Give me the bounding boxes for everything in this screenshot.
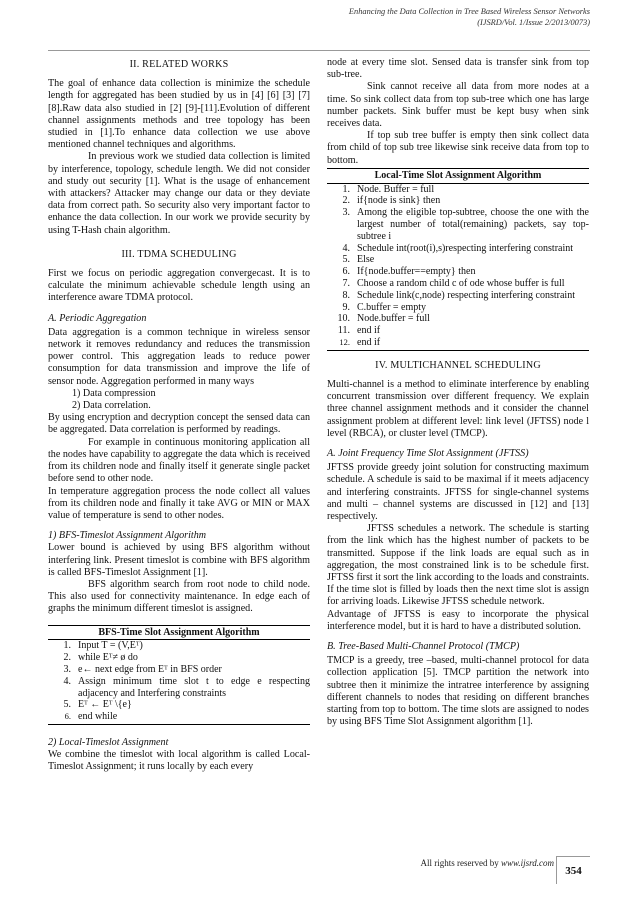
local-algorithm-table [327,168,589,351]
step-text: Node.buffer = full [357,313,430,325]
table-row [327,302,589,314]
jftss-para-1: JFTSS provide greedy joint solution for constructing maximum schedule. A schedule is said to be maximal if it meets adjacency and interfering constraints. JFTSS for single-channel systems and multi – channel systems are discussed in [12] and [13] respectively. [327,462,589,523]
related-works-para-2: In previous work we studied data collection is limited by interference, topology, schedule length. We did not consider and study out security [1]. What is the usage of enhancement with attackers? Attacker may change our data or they deviate data from correct path. So security also very important factor to enhance the data collection. In our work we provide security by using T-Hash chain algorithm. [48,151,310,236]
step-text: Schedule link(c,node) respecting interfering constraint [357,289,575,301]
aggregation-list [48,388,310,412]
step-text: if{node is sink} then [357,195,441,207]
aggregation-para-1: Data aggregation is a common technique in wireless sensor network it removes redundancy and reduces the transmission power control. This aggregation leads to reduce power consumption for data transmission and improve the life of sensor node. Aggregation performed in many ways [48,326,310,387]
table-row [48,676,310,700]
local-timeslot-heading: 2) Local-Timeslot Assignment [48,736,169,748]
step-text: end if [357,325,381,337]
table-row [327,183,589,195]
step-text: end while [78,711,310,724]
step-number: 4. [342,242,350,254]
related-works-para-1: The goal of enhance data collection is minimize the schedule length for aggregated has been studied by us in [4] [6] [3] [7] [8].Raw data also studied in [2] [9]-[11].Evolution of different channel assignments methods and tree topology has been studied in [1].To enhance data collection we use above mentioned channel techniques and algorithms. [48,78,310,151]
header-title: Enhancing the Data Collection in Tree Based Wireless Sensor Networks [348,7,590,16]
table-row [327,243,589,255]
table-row [48,640,310,652]
step-text: Choose a random child c of ode whose buffer is full [357,278,565,289]
step-number: 7. [342,278,350,289]
bfs-para-1: Lower bound is achieved by using BFS algorithm without interfering link. Present timeslot is combine with BFS algorithm is called BFS-Timeslot Assignment [1]. [48,542,310,578]
bfs-timeslot-heading: 1) BFS-Timeslot Assignment Algorithm [48,530,207,542]
periodic-aggregation-heading: A. Periodic Aggregation [48,312,147,324]
table-row [327,278,589,290]
tmcp-para-1: TMCP is a greedy, tree –based, multi-channel protocol for data collection application [5]. TMCP partition the network into subtree then it minimize the intratree interference by assigning different channels to nodes that residing on different branches starting from top to bottom. The time slots are assigned to nodes by using BFS Time Slot Assignment algorithm [1]. [327,655,589,728]
local-timeslot-para-4: If top sub tree buffer is empty then sink collect data from child of top sub tree likewise sink receive data from top to bottom. [327,130,589,166]
table-row [48,664,310,676]
footer-rights [421,858,555,868]
table-row [327,254,589,266]
step-number: 5. [342,254,350,266]
step-number: 12. [327,337,357,350]
step-text: Node. Buffer = full [357,183,435,195]
local-timeslot-para-3: Sink cannot receive all data from more nodes at a time. So sink collect data from top sub-tree which one has large number packets. Sink buffer must be kept busy when sink receives data. [327,81,589,130]
step-text: Schedule int(root(i),s)respecting interfering constraint [357,242,574,254]
section-multichannel-heading: IV. MULTICHANNEL SCHEDULING [375,359,541,371]
step-number: 8. [342,289,350,301]
step-text: end if [357,337,589,350]
table-row [48,699,310,711]
jftss-para-3: Advantage of JFTSS is easy to incorporate the physical interference model, but it is hard to have a distributed solution. [327,608,589,632]
table-row [327,337,589,350]
step-number: 2. [342,195,350,207]
table-row [327,290,589,302]
tdma-para-1: First we focus on periodic aggregation convergecast. It is to calculate the minimum achievable schedule length using an interference aware TDMA protocol. [48,268,310,304]
step-text: Input T = (V,Eᵀ) [78,640,143,652]
step-text: while Eᵀ≠ ø do [78,652,138,664]
section-related-works-heading: II. RELATED WORKS [129,59,229,70]
header-journal: (IJSRD/Vol. 1/Issue 2/2013/0073) [477,18,590,27]
footer-rights-text: All rights reserved by [420,858,501,868]
bfs-para-2: BFS algorithm search from root node to child node. This also used for connectivity maintenance. In edge each of graphs the minimum different timeslot is assigned. [48,578,310,615]
step-text: C.buffer = empty [357,301,427,313]
bfs-algorithm-table [48,625,310,725]
step-number: 1. [63,640,71,652]
aggregation-para-3: For example in continuous monitoring application all the nodes have capability to aggregate the data which is received from its children node and finally itself it generate single packet before send to other node. [48,436,310,485]
page-number: 354 [556,856,590,884]
jftss-para-2: JFTSS schedules a network. The schedule is starting from the link which has the highest number of packets to be transmitted. Suppose if the link loads are equal such as in aggregation, the most constrained link is to be schedule first. JFTSS first it sort the link according to the loads and constraints. If the time slot is filled by loads then the next time slot is assign for arriving loads. Likewise JFTSS schedule network. [327,523,589,608]
tmcp-heading: B. Tree-Based Multi-Channel Protocol (TMCP) [327,641,520,653]
table-row [327,207,589,242]
table-row [48,711,310,724]
step-text: Assign minimum time slot t to edge e respecting adjacency and Interfering constraints [78,675,310,699]
step-number: 9. [342,301,350,313]
step-text: e← next edge from Eᵀ in BFS order [78,663,222,675]
step-number: 6. [48,711,78,724]
step-number: 4. [63,675,71,687]
step-text: Else [357,254,375,266]
step-text: If{node.buffer==empty} then [357,266,476,278]
aggregation-para-4: In temperature aggregation process the node collect all values from its children node and finally it take AVG or MIN or MAX value of temperature is send to other nodes. [48,485,310,521]
table-row [327,325,589,337]
list-item: 1) Data compression [72,387,156,399]
bfs-algorithm-title: BFS-Time Slot Assignment Algorithm [48,625,310,640]
step-number: 5. [63,699,71,711]
table-row [327,313,589,325]
multichannel-para-1: Multi-channel is a method to eliminate interference by enabling concurrent transmission over different frequency. We explain three channel assignment methods and it consider the channel assignment problem at different level: link level (JFTSS) node l level (RBCA), or cluster level (TMCP). [327,378,589,439]
header-rule [48,50,590,51]
step-number: 3. [63,663,71,675]
list-item: 2) Data correlation. [72,400,151,412]
local-timeslot-para-1: We combine the timeslot with local algorithm is called Local-Timeslot Assignment; it runs locally by each every [48,749,310,773]
right-column [327,57,589,728]
jftss-heading: A. Joint Frequency Time Slot Assignment (JFTSS) [327,448,529,459]
aggregation-para-2: By using encryption and decryption concept the sensed data can be aggregated. Data correlation is performed by readings. [48,412,310,436]
step-number: 2. [63,652,71,664]
step-number: 3. [342,207,350,219]
running-header [349,6,590,28]
table-row [48,652,310,664]
table-row [327,266,589,278]
table-row [327,195,589,207]
step-number: 10. [337,313,350,325]
step-text: Among the eligible top-subtree, choose the one with the largest number of total(remaining) packets, say top-subtree i [357,207,589,242]
step-number: 11. [337,325,350,337]
footer-site-link[interactable]: www.ijsrd.com [500,858,554,868]
local-timeslot-para-2: node at every time slot. Sensed data is transfer sink from top sub-tree. [327,57,589,81]
step-number: 1. [342,183,350,195]
step-text: Eᵀ ← Eᵀ \{e} [78,699,132,711]
section-tdma-heading: III. TDMA SCHEDULING [121,248,237,260]
local-algorithm-title: Local-Time Slot Assignment Algorithm [327,168,589,183]
step-number: 6. [342,266,350,278]
left-column [48,57,310,774]
